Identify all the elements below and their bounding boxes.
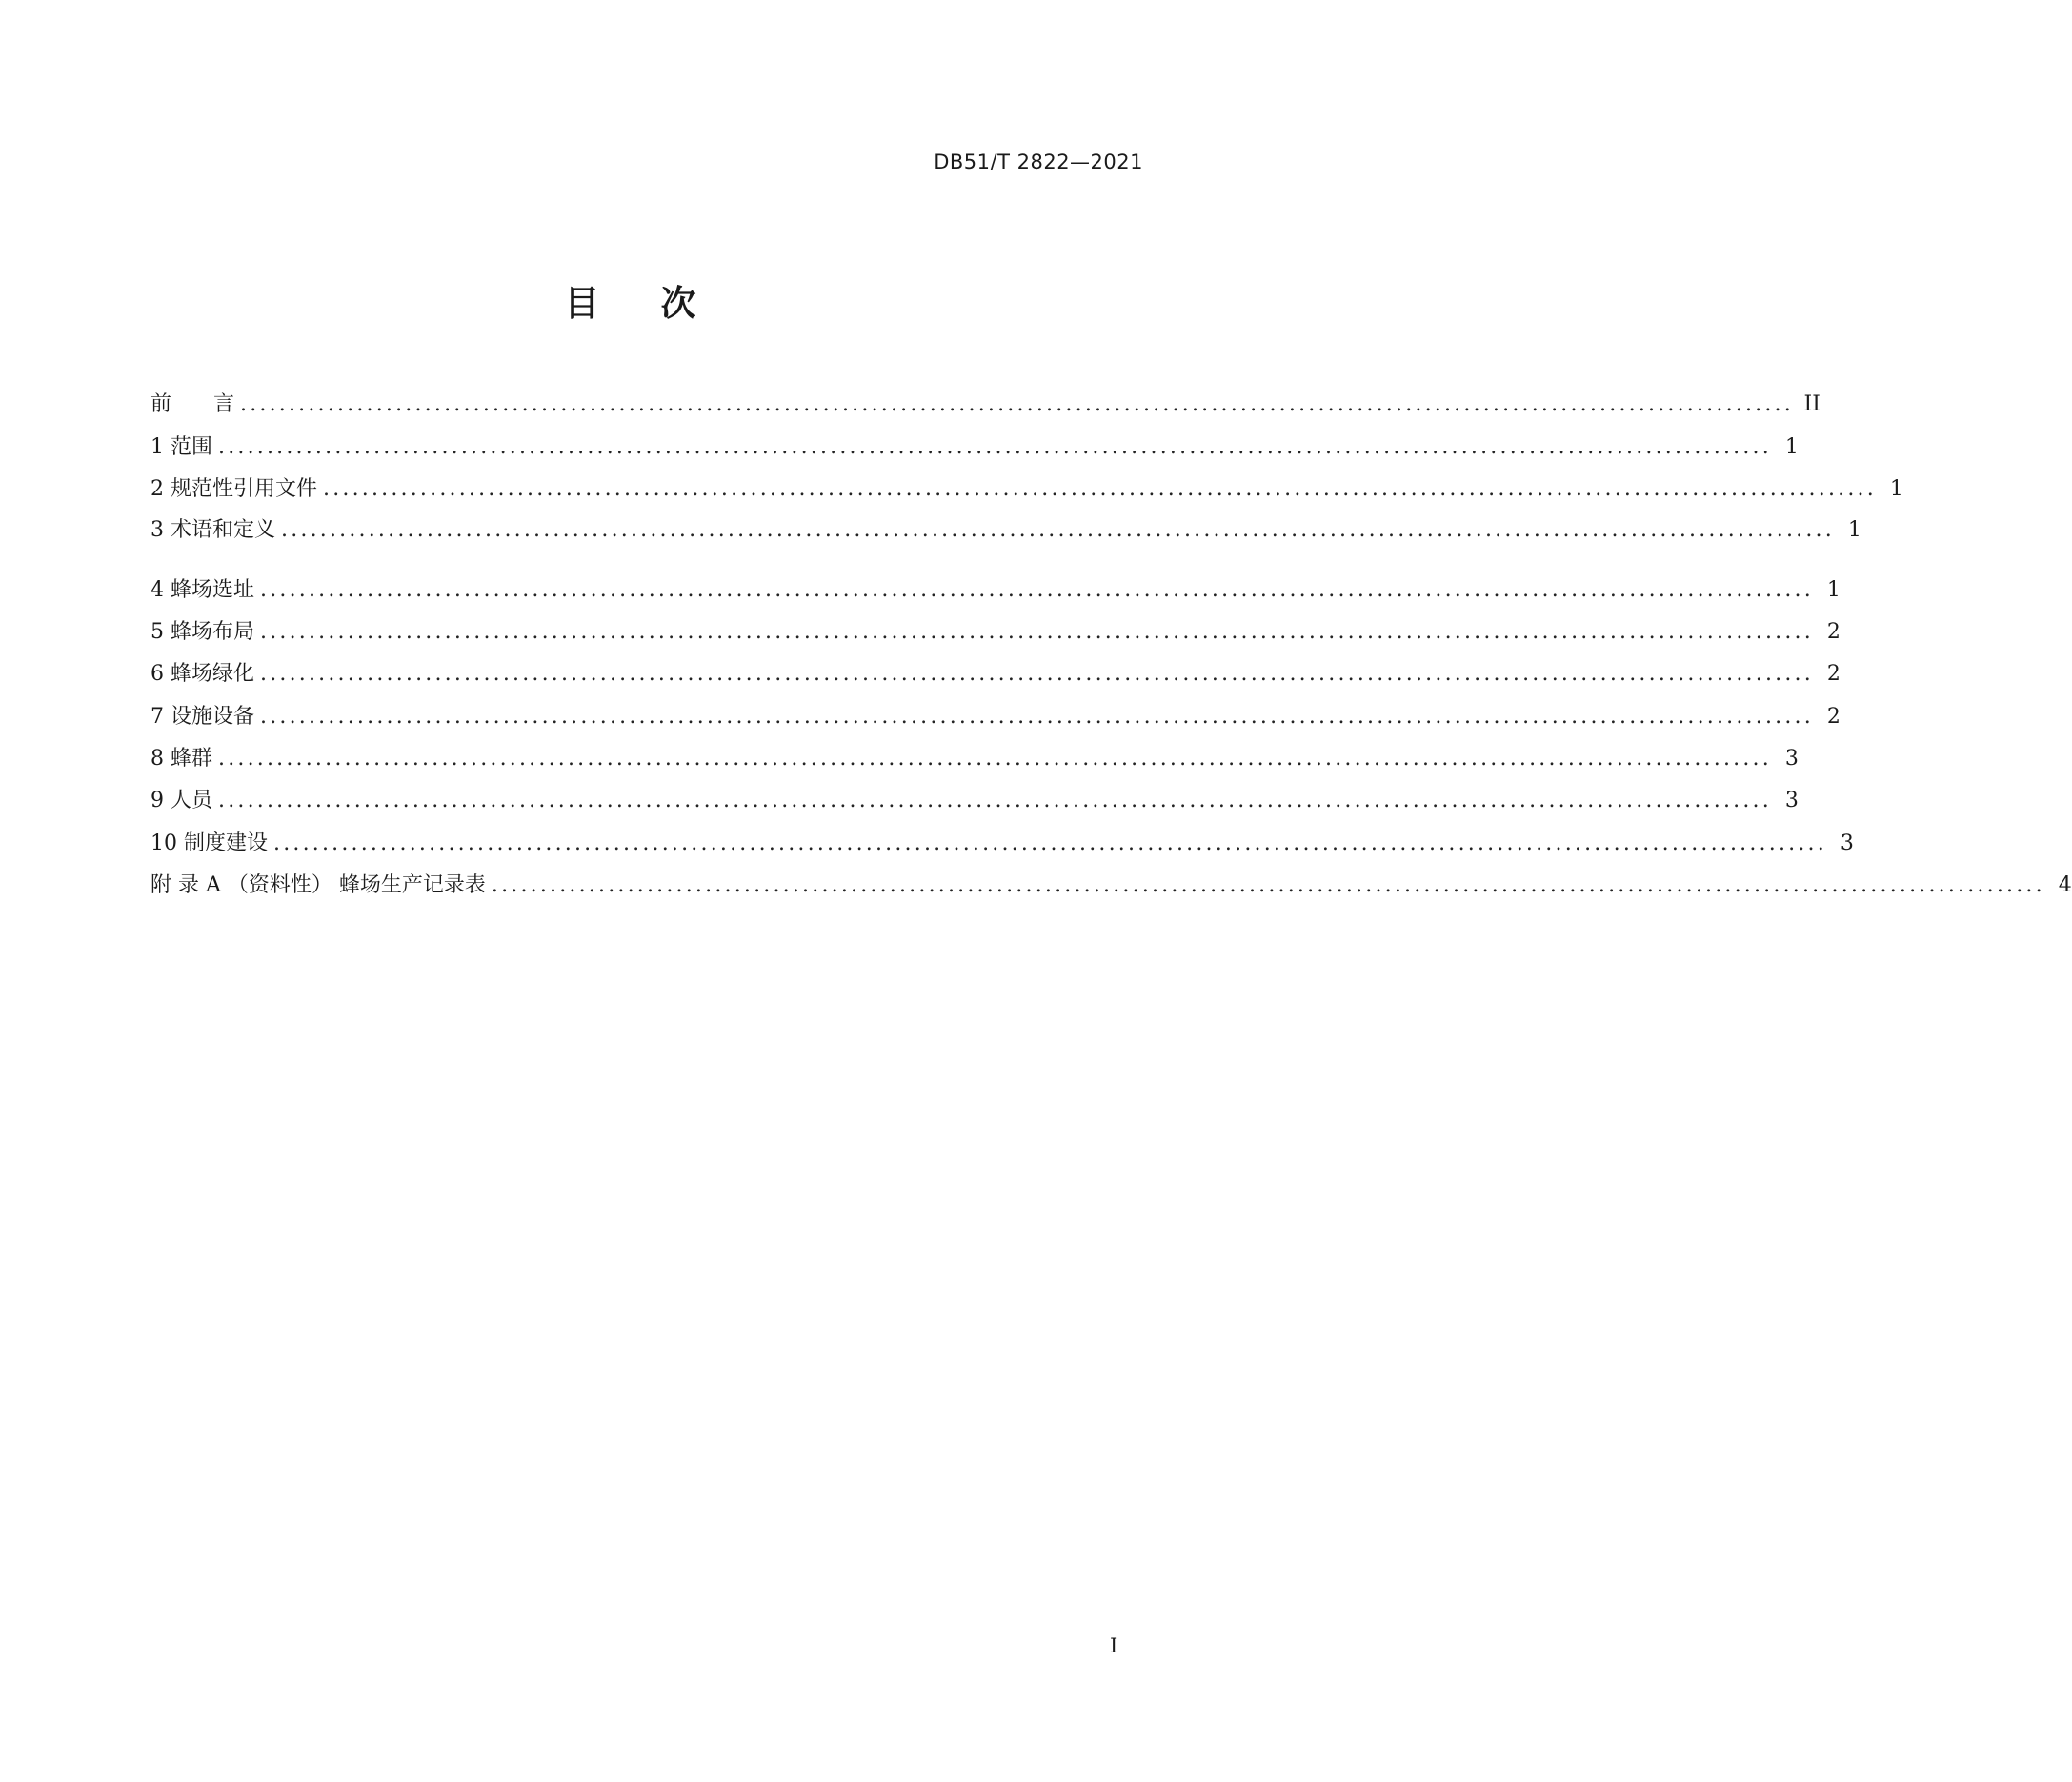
toc-title-part1: 目 (564, 283, 600, 324)
toc-entry-normative-references[interactable] (151, 472, 1903, 505)
dot-leader: ................................................................................................................................................................ (260, 705, 1814, 729)
dot-leader: ................................................................................................................................................................ (240, 392, 1794, 416)
toc-title-part2: 次 (660, 283, 696, 324)
toc-entry-site-selection[interactable] (151, 573, 1841, 606)
toc-entry-colonies[interactable] (151, 742, 1799, 774)
dot-leader: ................................................................................................................................................................ (218, 747, 1772, 771)
dot-leader: ................................................................................................................................................................ (260, 662, 1814, 686)
toc-entry-page: 4 (2058, 873, 2072, 897)
toc-entry-label: 9 人员 (151, 789, 212, 812)
toc-entry-label: 4 蜂场选址 (151, 578, 254, 602)
dot-leader: ................................................................................................................................................................ (323, 477, 1877, 501)
toc-entry-label: 5 蜂场布局 (151, 620, 254, 644)
dot-leader: ................................................................................................................................................................ (260, 620, 1814, 644)
toc-entry-label: 8 蜂群 (151, 747, 212, 771)
toc-entry-facilities[interactable] (151, 700, 1841, 732)
toc-entry-page: 1 (1826, 578, 1841, 602)
dot-leader: ................................................................................................................................................................ (273, 831, 1827, 855)
toc-entry-page: 1 (1889, 477, 1903, 501)
toc-entry-page: 2 (1826, 620, 1841, 644)
dot-leader: ................................................................................................................................................................ (218, 435, 1772, 459)
toc-entry-appendix-a[interactable] (151, 869, 2072, 901)
dot-leader: ................................................................................................................................................................ (218, 789, 1772, 812)
toc-entry-page: 2 (1826, 662, 1841, 686)
toc-entry-label: 前 言 (151, 392, 235, 416)
toc-entry-label: 10 制度建设 (151, 831, 268, 855)
toc-entry-system-building[interactable] (151, 827, 1854, 859)
toc-entry-terms-definitions[interactable] (151, 513, 1861, 546)
toc-entry-layout[interactable] (151, 615, 1841, 648)
toc-entry-greening[interactable] (151, 657, 1841, 690)
toc-entry-page: 1 (1847, 518, 1861, 542)
document-code: DB51/T 2822—2021 (934, 150, 1143, 173)
toc-entry-label: 6 蜂场绿化 (151, 662, 254, 686)
toc-entry-foreword[interactable] (151, 388, 1821, 420)
toc-entry-page: 3 (1784, 789, 1799, 812)
toc-entry-page: 3 (1784, 747, 1799, 771)
toc-title (0, 274, 1260, 326)
page-number: I (1110, 1634, 1118, 1657)
dot-leader: ................................................................................................................................................................ (281, 518, 1835, 542)
toc-entry-page: 1 (1784, 435, 1799, 459)
toc-entry-label: 2 规范性引用文件 (151, 477, 317, 501)
toc-entry-page: 2 (1826, 705, 1841, 729)
toc-entry-scope[interactable] (151, 430, 1799, 463)
dot-leader: ................................................................................................................................................................ (260, 578, 1814, 602)
toc-entry-label: 7 设施设备 (151, 705, 254, 729)
toc-entry-label: 3 术语和定义 (151, 518, 275, 542)
toc-entry-label: 附 录 A （资料性） 蜂场生产记录表 (151, 873, 486, 897)
toc-entry-label: 1 范围 (151, 435, 212, 459)
toc-entry-page: 3 (1840, 831, 1854, 855)
dot-leader: ................................................................................................................................................................ (491, 873, 2045, 897)
toc-entry-personnel[interactable] (151, 784, 1799, 816)
toc-entry-page: II (1803, 392, 1821, 416)
